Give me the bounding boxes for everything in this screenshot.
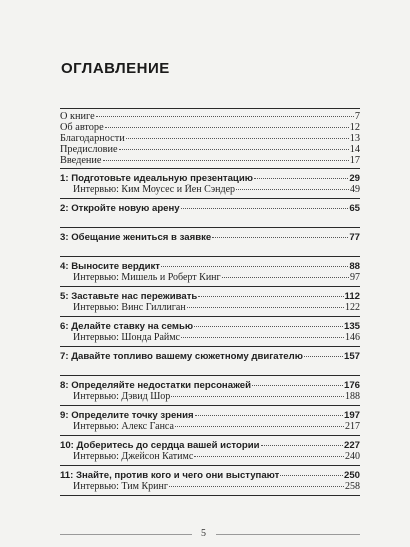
dot-leader bbox=[175, 426, 344, 427]
dot-leader bbox=[161, 266, 348, 267]
interview-entry-page: 122 bbox=[345, 302, 360, 313]
chapter-title-page: 227 bbox=[343, 440, 360, 451]
interview-entry[interactable] bbox=[60, 481, 360, 492]
chapter-entry bbox=[60, 317, 360, 347]
toc-entry-page: 14 bbox=[349, 144, 360, 155]
chapter-title-page: 250 bbox=[343, 470, 360, 481]
chapter-title[interactable] bbox=[60, 380, 360, 391]
dot-leader bbox=[236, 189, 349, 190]
interview-entry-label: Интервью: Шонда Раймс bbox=[73, 332, 180, 343]
dot-leader bbox=[198, 296, 343, 297]
chapter-title[interactable] bbox=[60, 291, 360, 302]
toc-entry[interactable] bbox=[60, 144, 360, 155]
interview-entry[interactable] bbox=[60, 391, 360, 402]
interview-entry-label: Интервью: Дэвид Шор bbox=[73, 391, 171, 402]
chapter-title[interactable] bbox=[60, 440, 360, 451]
chapter-title-page: 157 bbox=[343, 351, 360, 362]
interview-entry-page: 97 bbox=[350, 272, 360, 283]
chapter-title-label: 2: Откройте новую арену bbox=[60, 203, 180, 214]
chapter-entry bbox=[60, 287, 360, 317]
dot-leader bbox=[181, 337, 344, 338]
chapter-title-label: 10: Доберитесь до сердца вашей истории bbox=[60, 440, 260, 451]
interview-entry[interactable] bbox=[60, 184, 360, 195]
table-of-contents bbox=[60, 108, 360, 496]
toc-entry[interactable] bbox=[60, 133, 360, 144]
chapter-entry bbox=[60, 406, 360, 436]
toc-entry-page: 17 bbox=[349, 155, 360, 166]
chapter-title-page: 77 bbox=[349, 232, 360, 243]
chapter-title-label: 11: Знайте, против кого и чего они выступают bbox=[60, 470, 280, 481]
toc-entry[interactable] bbox=[60, 122, 360, 133]
chapter-title-label: 3: Обещание жениться в заявке bbox=[60, 232, 212, 243]
interview-entry-page: 240 bbox=[345, 451, 360, 462]
chapter-title-label: 1: Подготовьте идеальную презентацию bbox=[60, 173, 253, 184]
dot-leader bbox=[105, 127, 349, 128]
chapter-title-label: 8: Определяйте недостатки персонажей bbox=[60, 380, 251, 391]
chapter-title[interactable] bbox=[60, 203, 360, 214]
chapter-title[interactable] bbox=[60, 351, 360, 362]
chapter-title-page: 135 bbox=[343, 321, 360, 332]
dot-leader bbox=[119, 149, 349, 150]
interview-entry-label: Интервью: Алекс Ганса bbox=[73, 421, 174, 432]
chapters-section bbox=[60, 169, 360, 496]
dot-leader bbox=[96, 116, 354, 117]
chapter-title-page: 29 bbox=[349, 173, 360, 184]
dot-leader bbox=[194, 326, 343, 327]
interview-entry-page: 258 bbox=[345, 481, 360, 492]
dot-leader bbox=[171, 396, 344, 397]
dot-leader bbox=[261, 445, 343, 446]
toc-entry-label: Введение bbox=[60, 155, 102, 166]
chapter-entry bbox=[60, 199, 360, 228]
chapter-title-page: 112 bbox=[344, 291, 360, 302]
chapter-title-label: 9: Определите точку зрения bbox=[60, 410, 194, 421]
dot-leader bbox=[252, 385, 343, 386]
dot-leader bbox=[254, 178, 348, 179]
interview-entry-page: 217 bbox=[345, 421, 360, 432]
chapter-title[interactable] bbox=[60, 321, 360, 332]
toc-entry-label: О книге bbox=[60, 111, 95, 122]
chapter-title-label: 6: Делайте ставку на семью bbox=[60, 321, 194, 332]
chapter-entry bbox=[60, 169, 360, 199]
chapter-entry bbox=[60, 257, 360, 287]
chapter-entry bbox=[60, 347, 360, 376]
page-title: ОГЛАВЛЕНИЕ bbox=[61, 60, 170, 77]
interview-entry-label: Интервью: Мишель и Роберт Кинг bbox=[73, 272, 221, 283]
dot-leader bbox=[169, 486, 344, 487]
interview-entry-label: Интервью: Ким Моусес и Йен Сэндер bbox=[73, 184, 236, 195]
toc-entry-label: Об авторе bbox=[60, 122, 104, 133]
chapter-entry bbox=[60, 466, 360, 496]
interview-entry[interactable] bbox=[60, 302, 360, 313]
interview-entry-label: Интервью: Винс Гиллиган bbox=[73, 302, 186, 313]
dot-leader bbox=[222, 277, 349, 278]
toc-entry[interactable] bbox=[60, 111, 360, 122]
dot-leader bbox=[304, 356, 343, 357]
toc-entry-label: Предисловие bbox=[60, 144, 118, 155]
footer-rule-right bbox=[216, 534, 360, 535]
chapter-entry bbox=[60, 436, 360, 466]
chapter-title[interactable] bbox=[60, 173, 360, 184]
dot-leader bbox=[103, 160, 349, 161]
interview-entry[interactable] bbox=[60, 272, 360, 283]
chapter-title[interactable] bbox=[60, 232, 360, 243]
chapter-title-label: 4: Выносите вердикт bbox=[60, 261, 160, 272]
chapter-title-page: 197 bbox=[343, 410, 360, 421]
chapter-title-page: 176 bbox=[343, 380, 360, 391]
footer-rule-left bbox=[60, 534, 192, 535]
interview-entry[interactable] bbox=[60, 332, 360, 343]
dot-leader bbox=[181, 208, 349, 209]
dot-leader bbox=[187, 307, 344, 308]
chapter-title-page: 88 bbox=[349, 261, 360, 272]
toc-entry[interactable] bbox=[60, 155, 360, 166]
interview-entry-label: Интервью: Тим Кринг bbox=[73, 481, 168, 492]
interview-entry-page: 49 bbox=[350, 184, 360, 195]
chapter-title[interactable] bbox=[60, 410, 360, 421]
dot-leader bbox=[126, 138, 349, 139]
chapter-title[interactable] bbox=[60, 470, 360, 481]
dot-leader bbox=[212, 237, 348, 238]
interview-entry[interactable] bbox=[60, 421, 360, 432]
toc-entry-page: 13 bbox=[349, 133, 360, 144]
interview-entry-page: 146 bbox=[345, 332, 360, 343]
chapter-title[interactable] bbox=[60, 261, 360, 272]
toc-entry-page: 7 bbox=[354, 111, 360, 122]
interview-entry-label: Интервью: Джейсон Катимс bbox=[73, 451, 194, 462]
dot-leader bbox=[280, 475, 343, 476]
page-number: 5 bbox=[201, 528, 206, 539]
interview-entry-page: 188 bbox=[345, 391, 360, 402]
dot-leader bbox=[195, 415, 343, 416]
chapter-entry bbox=[60, 376, 360, 406]
toc-entry-page: 12 bbox=[349, 122, 360, 133]
dot-leader bbox=[194, 456, 344, 457]
front-matter-section bbox=[60, 108, 360, 169]
toc-entry-label: Благодарности bbox=[60, 133, 125, 144]
interview-entry[interactable] bbox=[60, 451, 360, 462]
chapter-entry bbox=[60, 228, 360, 257]
chapter-title-label: 5: Заставьте нас переживать bbox=[60, 291, 198, 302]
chapter-title-label: 7: Давайте топливо вашему сюжетному двигателю bbox=[60, 351, 303, 362]
chapter-title-page: 65 bbox=[349, 203, 360, 214]
